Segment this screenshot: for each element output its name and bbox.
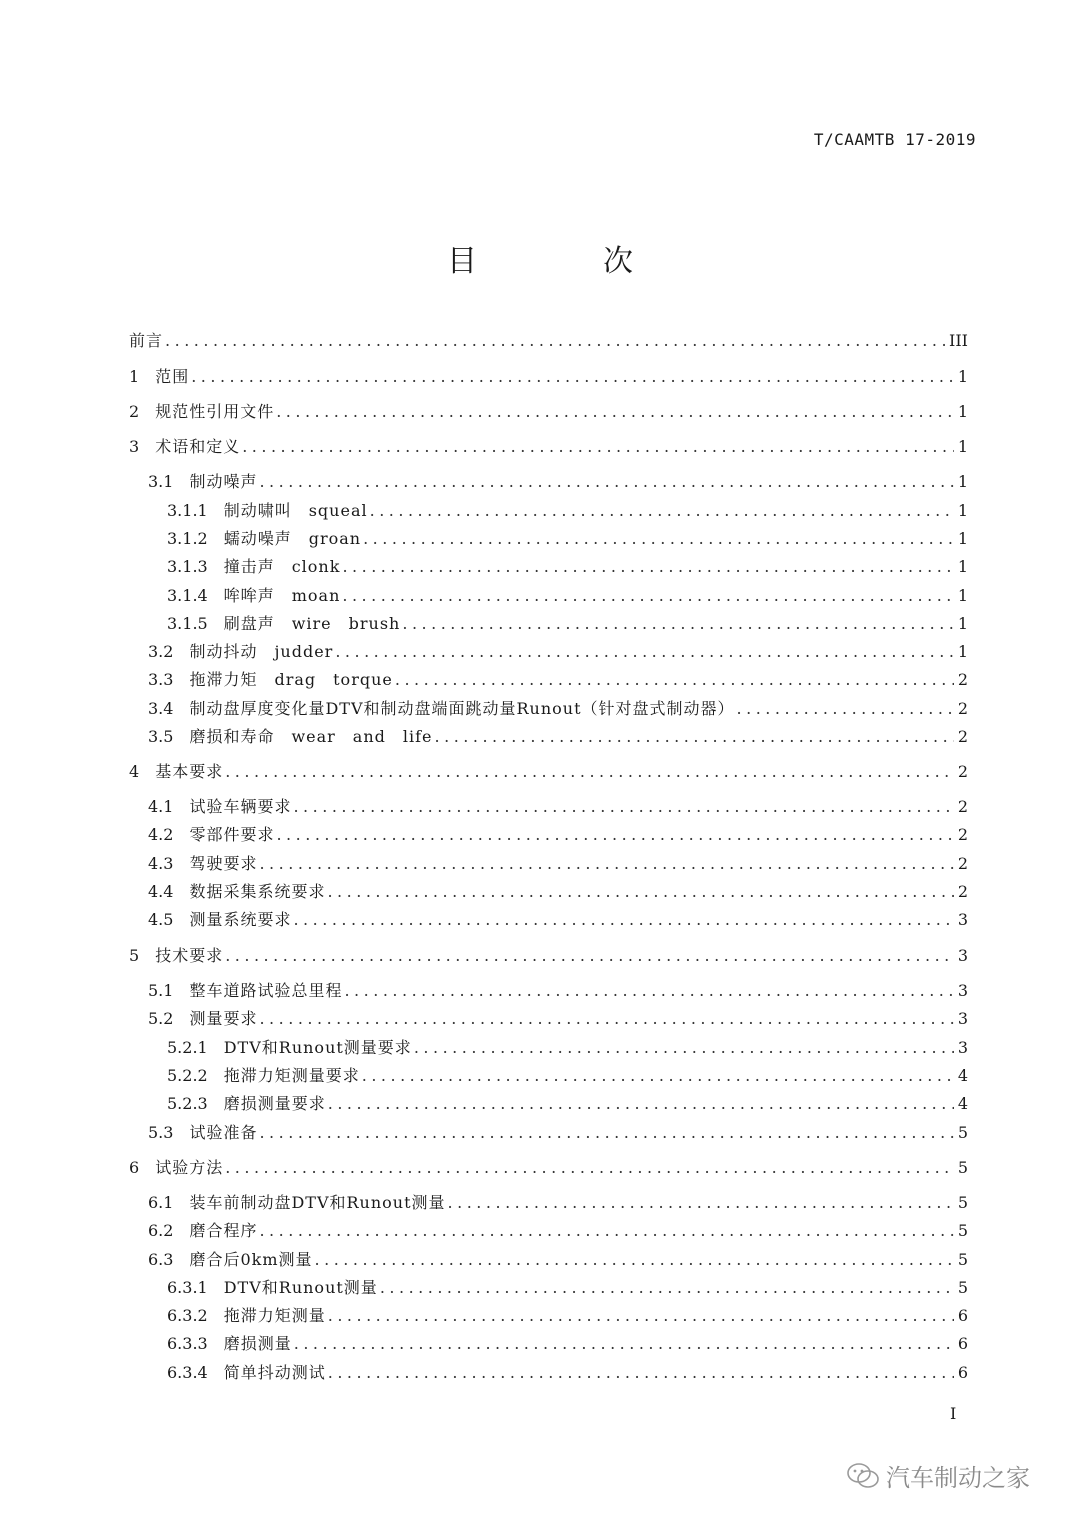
- toc-leader-dots: [242, 436, 954, 458]
- toc-entry-number: 3: [129, 437, 140, 456]
- toc-leader-dots: [395, 669, 954, 691]
- toc-entry-number: 6.1: [148, 1193, 174, 1212]
- toc-entry-label: 装车前制动盘DTV和Runout测量: [189, 1193, 446, 1212]
- toc-entry-label: 规范性引用文件: [155, 402, 275, 421]
- toc-leader-dots: [328, 1093, 954, 1115]
- toc-entry-label: 制动噪声: [189, 472, 258, 491]
- toc-entry-page: 5: [957, 1278, 968, 1297]
- toc-entry-page: 5: [957, 1221, 968, 1240]
- toc-entry-number: 3.1.4: [167, 586, 208, 605]
- toc-leader-dots: [259, 1122, 953, 1144]
- toc-entry-label: 蠕动噪声 groan: [223, 529, 362, 548]
- toc-leader-dots: [276, 401, 954, 423]
- toc-entry[interactable]: [167, 1033, 968, 1059]
- toc-entry-page: 1: [957, 402, 968, 421]
- toc-leader-dots: [294, 1333, 954, 1355]
- toc-leader-dots: [293, 909, 953, 931]
- toc-entry[interactable]: [148, 637, 968, 663]
- toc-leader-dots: [328, 1362, 954, 1384]
- toc-entry[interactable]: [129, 432, 968, 458]
- toc-entry-number: 3.4: [148, 699, 174, 718]
- toc-entry[interactable]: [129, 326, 968, 352]
- toc-leader-dots: [328, 1305, 954, 1327]
- toc-entry-label: 拖滞力矩 drag torque: [189, 670, 393, 689]
- toc-leader-dots: [259, 471, 953, 493]
- toc-entry-label: 零部件要求: [189, 825, 275, 844]
- toc-leader-dots: [259, 853, 953, 875]
- toc-leader-dots: [293, 796, 953, 818]
- toc-leader-dots: [737, 698, 954, 720]
- toc-entry-label: 术语和定义: [155, 437, 241, 456]
- toc-entry-label: 范围: [155, 367, 190, 386]
- wechat-icon: [846, 1462, 880, 1490]
- toc-entry-page: III: [949, 331, 968, 350]
- toc-entry-label: 磨损测量要求: [223, 1094, 326, 1113]
- toc-entry-number: 6.3: [148, 1250, 174, 1269]
- toc-entry-number: 6.3.1: [167, 1278, 208, 1297]
- toc-entry-number: 4.1: [148, 797, 174, 816]
- toc-entry-page: 2: [957, 727, 968, 746]
- toc-entry-label: 技术要求: [155, 946, 224, 965]
- toc-leader-dots: [402, 613, 953, 635]
- toc-entry-page: 3: [957, 981, 968, 1000]
- toc-entry[interactable]: [167, 552, 968, 578]
- toc-entry[interactable]: [167, 609, 968, 635]
- toc-leader-dots: [259, 1220, 953, 1242]
- toc-entry-label: 刷盘声 wire brush: [223, 614, 401, 633]
- toc-entry-label: 前言: [129, 331, 164, 350]
- toc-entry-label: 磨合程序: [189, 1221, 258, 1240]
- toc-leader-dots: [414, 1037, 954, 1059]
- toc-leader-dots: [448, 1192, 954, 1214]
- toc-entry-label: 磨合后0km测量: [189, 1250, 313, 1269]
- toc-entry-number: 3.1.3: [167, 557, 208, 576]
- toc-title: 目 次: [447, 244, 681, 279]
- toc-entry-page: 1: [957, 642, 968, 661]
- toc-leader-dots: [165, 330, 945, 352]
- toc-entry-number: 4.4: [148, 882, 174, 901]
- toc-entry-page: 2: [957, 797, 968, 816]
- toc-entry[interactable]: [129, 757, 968, 783]
- toc-entry-label: 制动抖动 judder: [189, 642, 334, 661]
- toc-entry-label: 试验方法: [155, 1158, 224, 1177]
- toc-entry-number: 4: [129, 762, 140, 781]
- toc-entry[interactable]: [148, 905, 968, 931]
- toc-leader-dots: [342, 585, 953, 607]
- toc-entry[interactable]: [148, 722, 968, 748]
- toc-entry-page: 2: [957, 882, 968, 901]
- toc-entry-number: 5.2: [148, 1009, 174, 1028]
- toc-leader-dots: [362, 1065, 954, 1087]
- toc-entry-label: 测量系统要求: [189, 910, 292, 929]
- toc-entry[interactable]: [148, 694, 968, 720]
- toc-entry-page: 6: [957, 1334, 968, 1353]
- toc-entry[interactable]: [148, 1216, 968, 1242]
- toc-leader-dots: [259, 1008, 953, 1030]
- toc-entry-page: 1: [957, 557, 968, 576]
- toc-leader-dots: [225, 1157, 954, 1179]
- toc-entry[interactable]: [167, 496, 968, 522]
- toc-entry-page: 2: [957, 825, 968, 844]
- toc-leader-dots: [191, 366, 954, 388]
- toc-leader-dots: [342, 556, 953, 578]
- toc-entry[interactable]: [167, 1061, 968, 1087]
- toc-leader-dots: [225, 945, 954, 967]
- toc-entry-number: 3.1.5: [167, 614, 208, 633]
- toc-entry[interactable]: [148, 1004, 968, 1030]
- toc-entry-label: 制动盘厚度变化量DTV和制动盘端面跳动量Runout（针对盘式制动器）: [189, 699, 735, 718]
- toc-entry-page: 5: [957, 1158, 968, 1177]
- toc-entry-label: 试验准备: [189, 1123, 258, 1142]
- toc-entry-label: 测量要求: [189, 1009, 258, 1028]
- toc-entry-number: 3.2: [148, 642, 174, 661]
- toc-entry[interactable]: [129, 397, 968, 423]
- toc-entry[interactable]: [148, 467, 968, 493]
- toc-leader-dots: [315, 1249, 954, 1271]
- toc-leader-dots: [363, 528, 954, 550]
- toc-entry-label: 试验车辆要求: [189, 797, 292, 816]
- toc-entry-page: 2: [957, 670, 968, 689]
- toc-entry-number: 6.3.3: [167, 1334, 208, 1353]
- toc-entry[interactable]: [167, 524, 968, 550]
- toc-entry[interactable]: [167, 581, 968, 607]
- toc-entry-page: 6: [957, 1306, 968, 1325]
- toc-entry-number: 3.1.1: [167, 501, 208, 520]
- toc-entry-number: 4.2: [148, 825, 174, 844]
- toc-entry-label: 哞哞声 moan: [223, 586, 341, 605]
- toc-entry-number: 2: [129, 402, 140, 421]
- toc-entry[interactable]: [148, 820, 968, 846]
- toc-entry-number: 4.3: [148, 854, 174, 873]
- toc-entry-page: 3: [957, 1009, 968, 1028]
- toc-entry-number: 4.5: [148, 910, 174, 929]
- toc-leader-dots: [380, 1277, 954, 1299]
- toc-entry[interactable]: [167, 1358, 968, 1384]
- toc-entry-number: 3.3: [148, 670, 174, 689]
- toc-entry-page: 5: [957, 1193, 968, 1212]
- toc-entry-number: 5.2.1: [167, 1038, 208, 1057]
- toc-entry[interactable]: [148, 792, 968, 818]
- toc-entry-label: 简单抖动测试: [223, 1363, 326, 1382]
- toc-entry-number: 6.3.4: [167, 1363, 208, 1382]
- document-code: T/CAAMTB 17-2019: [813, 130, 976, 149]
- toc-entry[interactable]: [148, 1118, 968, 1144]
- toc-entry-page: 1: [957, 437, 968, 456]
- toc-entry-page: 1: [957, 367, 968, 386]
- toc-entry[interactable]: [148, 1188, 968, 1214]
- toc-entry[interactable]: [167, 1329, 968, 1355]
- toc-entry-number: 6.2: [148, 1221, 174, 1240]
- toc-entry[interactable]: [129, 941, 968, 967]
- toc-entry-page: 3: [957, 946, 968, 965]
- toc-entry-label: 数据采集系统要求: [189, 882, 326, 901]
- toc-entry-page: 3: [957, 1038, 968, 1057]
- toc-entry-number: 6: [129, 1158, 140, 1177]
- toc-entry-label: 整车道路试验总里程: [189, 981, 343, 1000]
- toc-entry[interactable]: [148, 849, 968, 875]
- toc-entry[interactable]: [167, 1301, 968, 1327]
- toc-entry-label: 拖滞力矩测量: [223, 1306, 326, 1325]
- toc-leader-dots: [276, 824, 953, 846]
- toc-entry-page: 3: [957, 910, 968, 929]
- toc-entry-number: 5.1: [148, 981, 174, 1000]
- toc-entry-number: 1: [129, 367, 140, 386]
- toc-entry-page: 1: [957, 586, 968, 605]
- toc-entry-label: 拖滞力矩测量要求: [223, 1066, 360, 1085]
- watermark: [846, 1458, 1030, 1493]
- watermark-text: 汽车制动之家: [886, 1464, 1030, 1492]
- toc-leader-dots: [327, 881, 953, 903]
- toc-leader-dots: [370, 500, 954, 522]
- toc-entry-label: 制动啸叫 squeal: [223, 501, 368, 520]
- toc-entry-page: 2: [957, 854, 968, 873]
- toc-entry-page: 5: [957, 1123, 968, 1142]
- toc-entry-page: 2: [957, 699, 968, 718]
- toc-entry[interactable]: [148, 1245, 968, 1271]
- page-number: I: [950, 1404, 957, 1423]
- toc-entry-number: 3.5: [148, 727, 174, 746]
- toc-entry-page: 2: [957, 762, 968, 781]
- toc-entry-number: 6.3.2: [167, 1306, 208, 1325]
- toc-entry-page: 6: [957, 1363, 968, 1382]
- toc-entry-label: 磨损测量: [223, 1334, 292, 1353]
- toc-entry-page: 4: [957, 1094, 968, 1113]
- toc-entry-page: 1: [957, 529, 968, 548]
- toc-entry-label: 基本要求: [155, 762, 224, 781]
- toc-leader-dots: [435, 726, 954, 748]
- toc-entry-page: 5: [957, 1250, 968, 1269]
- toc-leader-dots: [335, 641, 953, 663]
- toc-leader-dots: [344, 980, 953, 1002]
- toc-entry-number: 5.2.2: [167, 1066, 208, 1085]
- toc-entry-number: 3.1: [148, 472, 174, 491]
- toc-entry-page: 1: [957, 472, 968, 491]
- toc-entry-page: 4: [957, 1066, 968, 1085]
- toc-entry-label: DTV和Runout测量: [223, 1278, 378, 1297]
- toc-leader-dots: [225, 761, 954, 783]
- toc-entry[interactable]: [167, 1273, 968, 1299]
- toc-entry[interactable]: [167, 1089, 968, 1115]
- toc-entry-number: 5: [129, 946, 140, 965]
- toc-entry-number: 5.2.3: [167, 1094, 208, 1113]
- toc-entry-page: 1: [957, 501, 968, 520]
- toc-entry[interactable]: [148, 877, 968, 903]
- toc-entry-number: 5.3: [148, 1123, 174, 1142]
- toc-entry-page: 1: [957, 614, 968, 633]
- toc-entry-label: DTV和Runout测量要求: [223, 1038, 412, 1057]
- toc-entry[interactable]: [148, 976, 968, 1002]
- toc-entry-number: 3.1.2: [167, 529, 208, 548]
- toc-entry[interactable]: [148, 665, 968, 691]
- toc-entry[interactable]: [129, 362, 968, 388]
- toc-entry[interactable]: [129, 1153, 968, 1179]
- toc-entry-label: 撞击声 clonk: [223, 557, 341, 576]
- toc-entry-label: 磨损和寿命 wear and life: [189, 727, 433, 746]
- toc-entry-label: 驾驶要求: [189, 854, 258, 873]
